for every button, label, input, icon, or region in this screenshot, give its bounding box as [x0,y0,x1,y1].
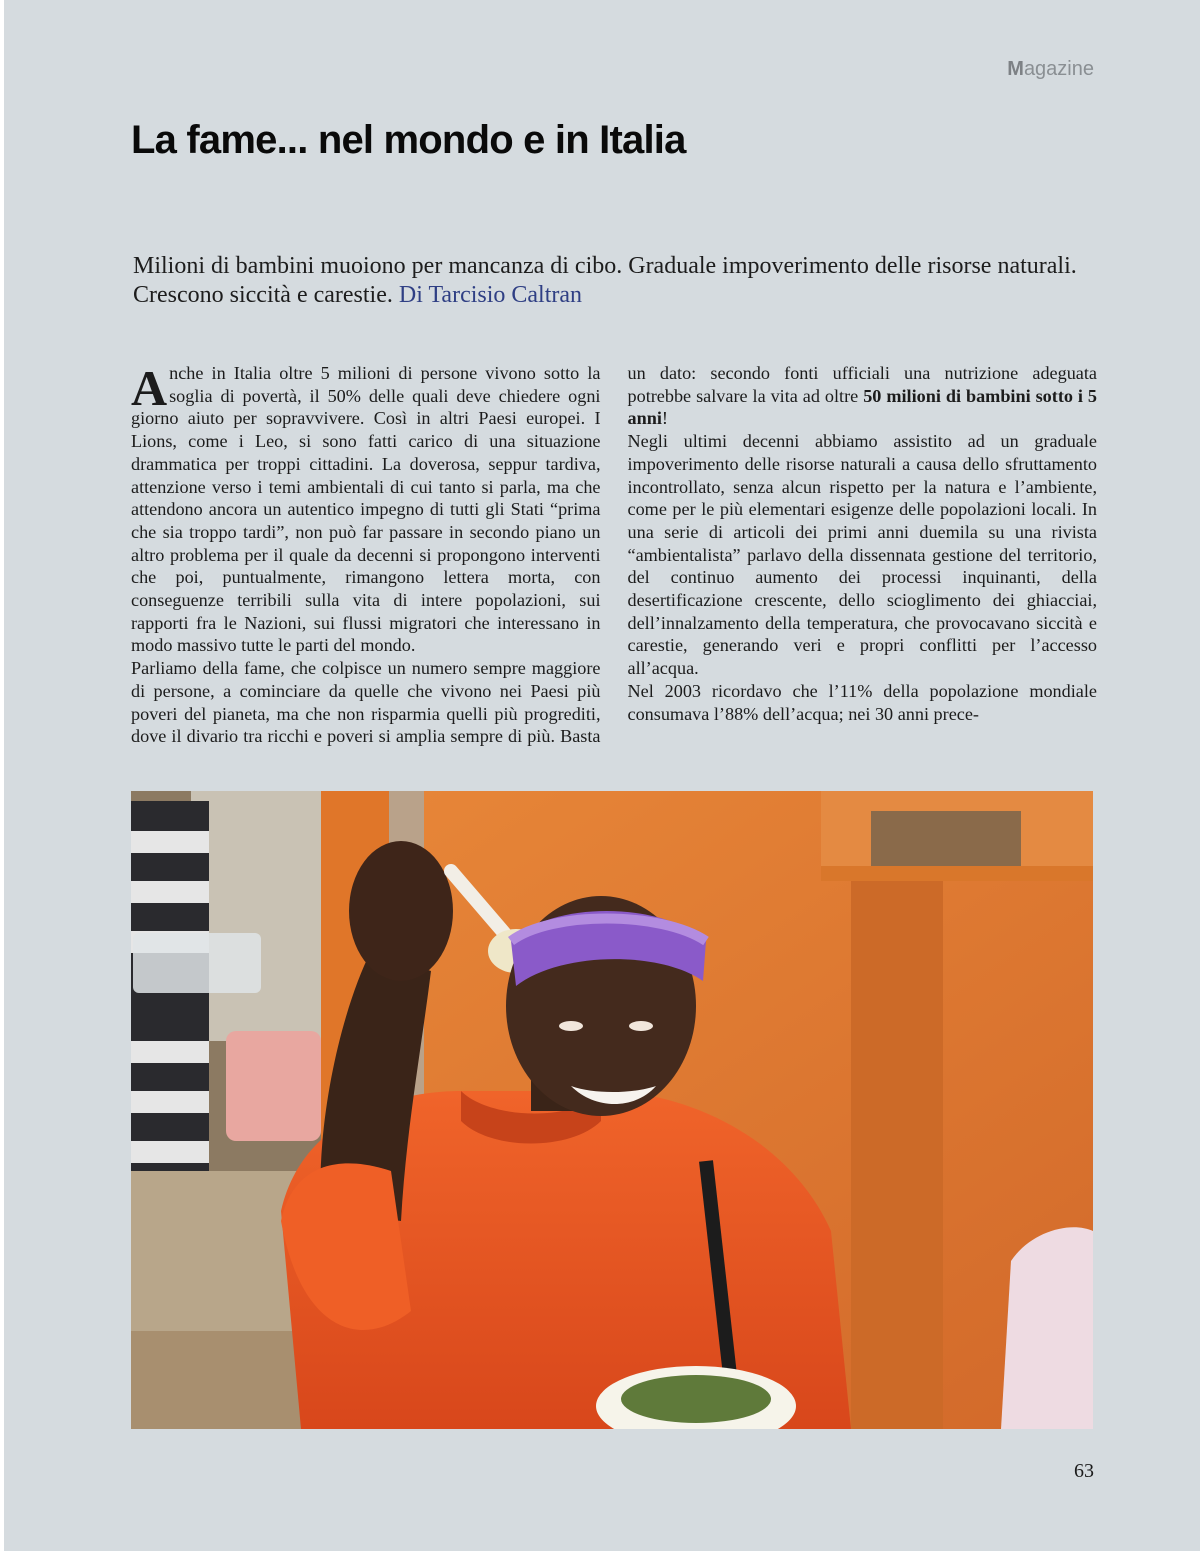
paragraph-3: Negli ultimi decenni abbiamo assistito ad un graduale impoverimento delle risorse naturali a causa dello sfruttamento incontrollato, senza alcun rispetto per la natura e l’ambiente, come per le più elementari esigenze delle popolazioni locali. In una serie di articoli dei primi anni duemila su una rivista “ambientalista” parlavo della dissennata gestione del territorio, del continuo aumento dei processi inquinanti, della desertificazione crescente, dello scioglimento dei ghiacciai, dell’innalzamento della temperatura, che provocavano siccità e carestie, generando veri e propri conflitti per l’accesso all’acqua. [627,431,1097,679]
article-body [131,362,1097,754]
section-label [1007,58,1094,81]
article-lead [133,252,1097,310]
paragraph-4: Nel 2003 ricordavo che l’11% della popolazione mondiale consumava l’88% dell’acqua; nei 30 anni prece- [627,680,1097,724]
page-number: 63 [1074,1460,1094,1482]
section-label-rest: agazine [1023,58,1094,80]
paragraph-1-text: nche in Italia oltre 5 milioni di persone vivono sotto la soglia di povertà, il 50% delle quali deve chiedere ogni giorno aiuto per sopravvivere. Così in altri Paesi europei. I Lions, come i Leo, si sono fatti carico di una situazione drammatica per troppi cittadini. La doverosa, seppur tardiva, attenzione verso i temi ambientali di cui tanto si parla, ma che attendono ancora un autentico impegno di tutti gli Stati “prima che sia troppo tardi”, non può far passare in secondo piano un altro problema per il quale da decenni si propongono interventi che poi, puntualmente, rimangono lettera morta, con conseguenze terribili sulla vita di intere popolazioni, sui rapporti fra le Nazioni, sui flussi migratori che interessano in modo massivo tutte le parti del mondo. [131,363,601,656]
paragraph-2-text: Parliamo della fame, che colpisce un numero sempre maggiore di persone, a cominciare da quelle che vivono nei Paesi più poveri del pianeta, ma che non risparmia quelli più progrediti, dove il divario tra ricchi e poveri si amplia sempre di più. Basta un dato: secondo fonti ufficiali una nutrizione adeguata potrebbe salvare la vita ad oltre [131,363,1097,747]
section-label-initial: M [1007,58,1024,80]
magazine-page [4,0,1200,1551]
byline: Di Tarcisio Caltran [398,282,583,308]
article-title: La fame... nel mondo e in Italia [131,118,686,162]
paragraph-2-end: ! [661,408,668,429]
drop-cap: A [131,360,168,416]
paragraph-2-bold: 50 milioni di bambini sotto i 5 anni [627,385,1098,429]
lead-text: Milioni di bambini muoiono per mancanza di cibo. Graduale impoverimento delle risorse naturali. Crescono siccità e carestie. [133,253,1077,308]
paragraph-1 [131,362,601,657]
article-photo [131,791,1093,1429]
